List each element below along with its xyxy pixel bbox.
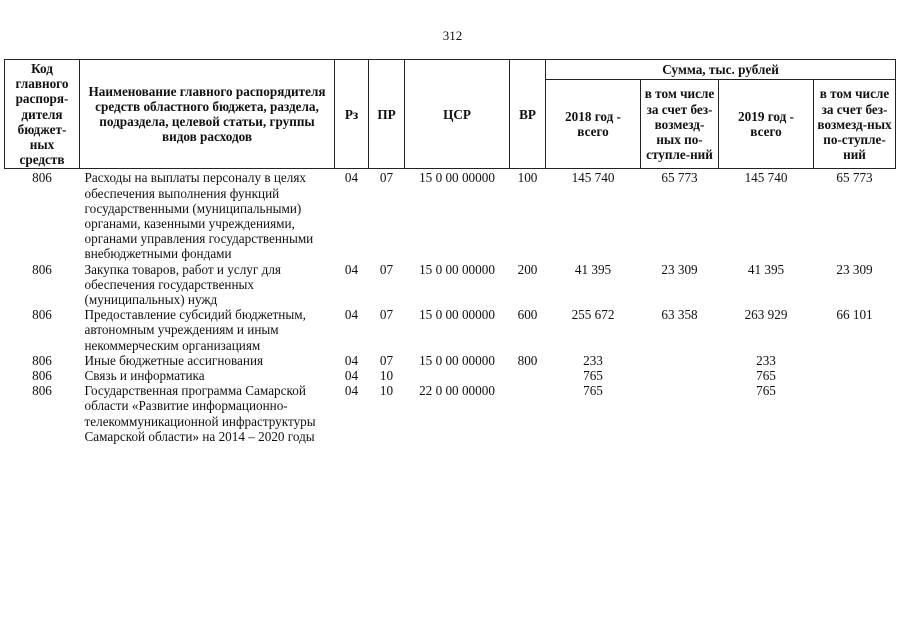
- cell-2019-total: 263 929: [744, 307, 788, 323]
- cell-vr: 600: [517, 307, 538, 323]
- table-row: [5, 383, 896, 444]
- header-2018-total: 2018 год - всего: [546, 80, 641, 169]
- cell-vr: 800: [517, 352, 538, 368]
- cell-pr: 07: [379, 170, 394, 186]
- header-code: Код главного распоря-дителя бюджет-ных средств: [5, 60, 80, 169]
- header-csr: ЦСР: [405, 60, 510, 169]
- header-rz: Рз: [335, 60, 369, 169]
- cell-2018-total: 765: [583, 368, 603, 384]
- table-row: [5, 307, 896, 353]
- cell-name: Иные бюджетные ассигнования: [84, 352, 264, 368]
- cell-2018-free: [641, 383, 719, 444]
- cell-csr: [405, 368, 510, 383]
- budget-table: [4, 59, 896, 444]
- cell-rz: 04: [344, 352, 359, 368]
- cell-2019-total: 765: [756, 383, 776, 399]
- cell-pr: 07: [379, 261, 394, 277]
- cell-csr: 15 0 00 00000: [419, 352, 495, 368]
- header-row-top: [5, 60, 896, 80]
- cell-2018-total: 233: [583, 352, 603, 368]
- cell-vr: [510, 383, 546, 444]
- cell-2018-total: 765: [583, 383, 603, 399]
- cell-csr: 15 0 00 00000: [419, 261, 495, 277]
- table-row: [5, 169, 896, 262]
- table-row: [5, 262, 896, 308]
- cell-2018-total: 145 740: [571, 170, 615, 186]
- cell-2019-free: [814, 368, 896, 383]
- cell-csr: 22 0 00 00000: [419, 383, 495, 399]
- cell-2018-total: 41 395: [574, 261, 612, 277]
- cell-name: Связь и информатика: [84, 368, 205, 384]
- cell-code: 806: [32, 352, 52, 368]
- page-number: 312: [442, 28, 463, 43]
- cell-vr: [510, 368, 546, 383]
- cell-2019-free: 65 773: [836, 170, 873, 186]
- cell-rz: 04: [344, 170, 359, 186]
- table-body: [5, 169, 896, 444]
- cell-2019-total: 145 740: [744, 170, 788, 186]
- cell-2018-free: [641, 353, 719, 368]
- cell-rz: 04: [344, 383, 359, 399]
- cell-vr: 100: [517, 170, 538, 186]
- cell-2019-total: 233: [756, 352, 776, 368]
- cell-code: 806: [32, 170, 52, 186]
- cell-2018-free: 65 773: [661, 170, 698, 186]
- cell-name: Закупка товаров, работ и услуг для обеспечения государственных (муниципальных) нужд: [84, 261, 281, 308]
- cell-code: 806: [32, 383, 52, 399]
- header-vr: ВР: [510, 60, 546, 169]
- cell-pr: 10: [379, 368, 394, 384]
- cell-name: Предоставление субсидий бюджетным, автономным учреждениям и иным некоммерческим организациям: [84, 307, 306, 353]
- cell-csr: 15 0 00 00000: [419, 307, 495, 323]
- header-name: Наименование главного распорядителя средств областного бюджета, раздела, подраздела, целевой статьи, группы видов расходов: [80, 60, 335, 169]
- cell-vr: 200: [517, 261, 538, 277]
- header-pr: ПР: [369, 60, 405, 169]
- cell-rz: 04: [344, 368, 359, 384]
- cell-pr: 07: [379, 307, 394, 323]
- table-row: [5, 353, 896, 368]
- cell-csr: 15 0 00 00000: [419, 170, 495, 186]
- cell-name: Государственная программа Самарской области «Развитие информационно-телекоммуникационной инфраструктуры Самарской области» на 2014 – 2020 годы: [84, 383, 316, 444]
- cell-2018-free: [641, 368, 719, 383]
- cell-code: 806: [32, 261, 52, 277]
- cell-2019-free: 66 101: [836, 307, 873, 323]
- cell-code: 806: [32, 307, 52, 323]
- cell-2018-free: 63 358: [661, 307, 698, 323]
- cell-2019-free: [814, 383, 896, 444]
- header-2018-free: в том числе за счет без-возмезд-ных по-ступле-ний: [641, 80, 719, 169]
- cell-pr: 10: [379, 383, 394, 399]
- cell-rz: 04: [344, 261, 359, 277]
- header-sum: Сумма, тыс. рублей: [546, 60, 896, 80]
- cell-2019-free: [814, 353, 896, 368]
- cell-rz: 04: [344, 307, 359, 323]
- cell-2019-total: 41 395: [747, 261, 785, 277]
- cell-2019-free: 23 309: [836, 261, 873, 277]
- cell-2018-free: 23 309: [661, 261, 698, 277]
- cell-2018-total: 255 672: [571, 307, 615, 323]
- header-2019-total: 2019 год - всего: [719, 80, 814, 169]
- header-2019-free: в том числе за счет без-возмезд-ных по-ступле-ний: [814, 80, 896, 169]
- cell-code: 806: [32, 368, 52, 384]
- cell-2019-total: 765: [756, 368, 776, 384]
- table-row: [5, 368, 896, 383]
- cell-name: Расходы на выплаты персоналу в целях обеспечения выполнения функций государственными (муниципальными) органами, казенными учреждениями, органами управления государственными внебюджетными фондами: [84, 170, 314, 262]
- cell-pr: 07: [379, 352, 394, 368]
